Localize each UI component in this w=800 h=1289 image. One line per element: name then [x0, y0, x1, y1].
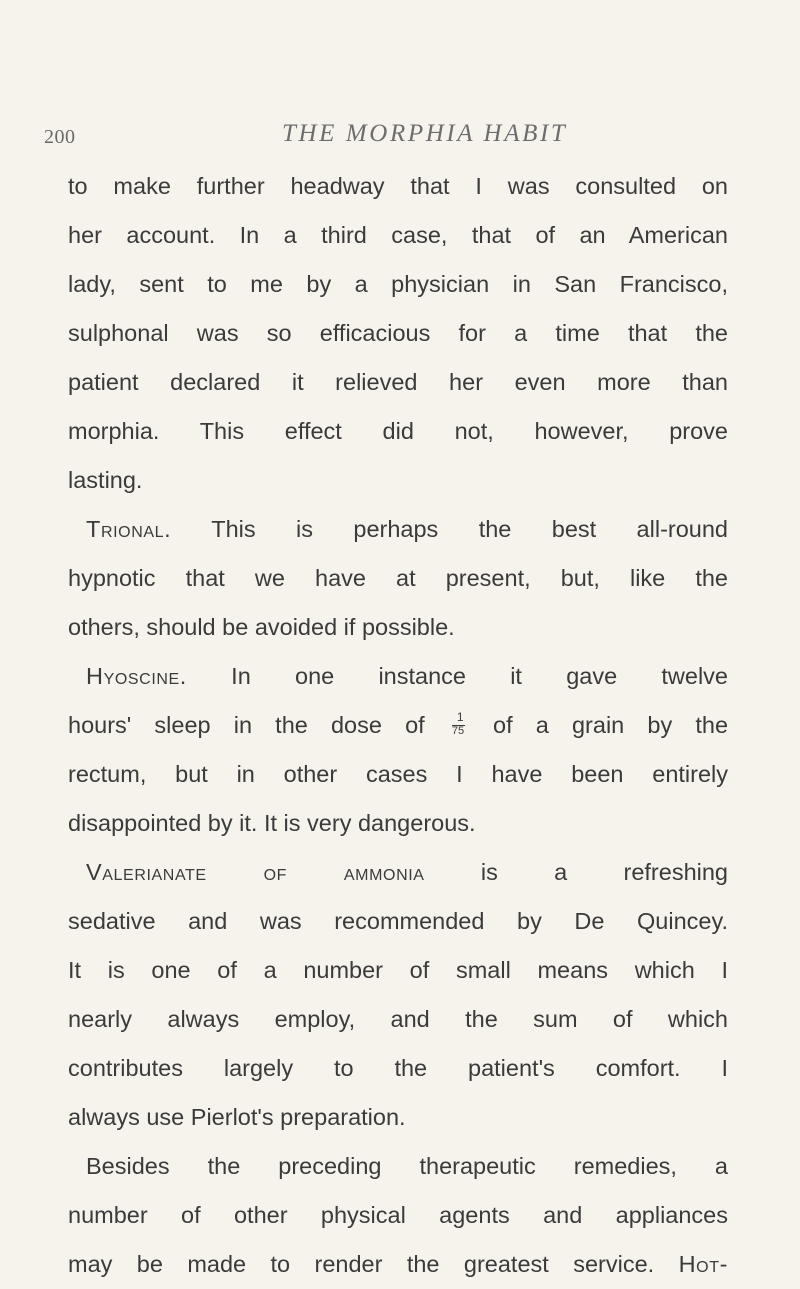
text-line: disappointed by it. It is very dangerous. — [68, 810, 476, 836]
page-number: 200 — [44, 126, 76, 148]
text-fragment: This is perhaps the best all-round — [211, 516, 728, 542]
text-line: rectum, but in other cases I have been entirely — [68, 761, 728, 787]
dose-fraction — [450, 710, 468, 737]
text-line: always use Pierlot's preparation. — [68, 1104, 406, 1130]
fraction-denominator: 75 — [451, 725, 465, 737]
fraction-numerator: 1 — [456, 710, 464, 724]
text-fragment: may be made to render the greatest service. — [68, 1251, 655, 1277]
text-line: number of other physical agents and appliances — [68, 1202, 728, 1228]
running-title: THE MORPHIA HABIT — [282, 120, 568, 147]
term-hyoscine: Hyoscine. — [86, 663, 187, 689]
paragraph-valerianate-line — [68, 848, 728, 897]
text-line: lady, sent to me by a physician in San Francisco, — [68, 271, 728, 297]
text-line: Besides the preceding therapeutic remedies, a — [86, 1153, 728, 1179]
text-fragment: of a grain by the — [493, 712, 729, 738]
running-head — [0, 120, 800, 154]
text-line: lasting. — [68, 467, 143, 493]
text-line: It is one of a number of small means which I — [68, 957, 728, 983]
text-fragment: hours' sleep in the dose of — [68, 712, 425, 738]
text-line: hypnotic that we have at present, but, like the — [68, 565, 728, 591]
text-line: contributes largely to the patient's comfort. I — [68, 1055, 728, 1081]
dose-line — [68, 701, 728, 750]
text-line: morphia. This effect did not, however, prove — [68, 418, 728, 444]
paragraph-trional-line — [68, 505, 728, 554]
term-hot: Hot- — [678, 1251, 728, 1277]
text-line-with-term — [68, 1240, 728, 1289]
body-text — [68, 162, 728, 1289]
text-line: her account. In a third case, that of an American — [68, 222, 728, 248]
text-fragment: In one instance it gave twelve — [231, 663, 729, 689]
term-valerianate: Valerianate of ammonia — [86, 859, 425, 885]
text-line: sedative and was recommended by De Quincey. — [68, 908, 728, 934]
text-line: to make further headway that I was consulted on — [68, 173, 728, 199]
text-line: others, should be avoided if possible. — [68, 614, 455, 640]
paragraph-hyoscine-line — [68, 652, 728, 701]
text-fragment: is a refreshing — [480, 859, 729, 885]
text-line: patient declared it relieved her even more than — [68, 369, 728, 395]
text-line: sulphonal was so efficacious for a time that the — [68, 320, 728, 346]
term-trional: Trional. — [86, 516, 172, 542]
text-line: nearly always employ, and the sum of which — [68, 1006, 728, 1032]
